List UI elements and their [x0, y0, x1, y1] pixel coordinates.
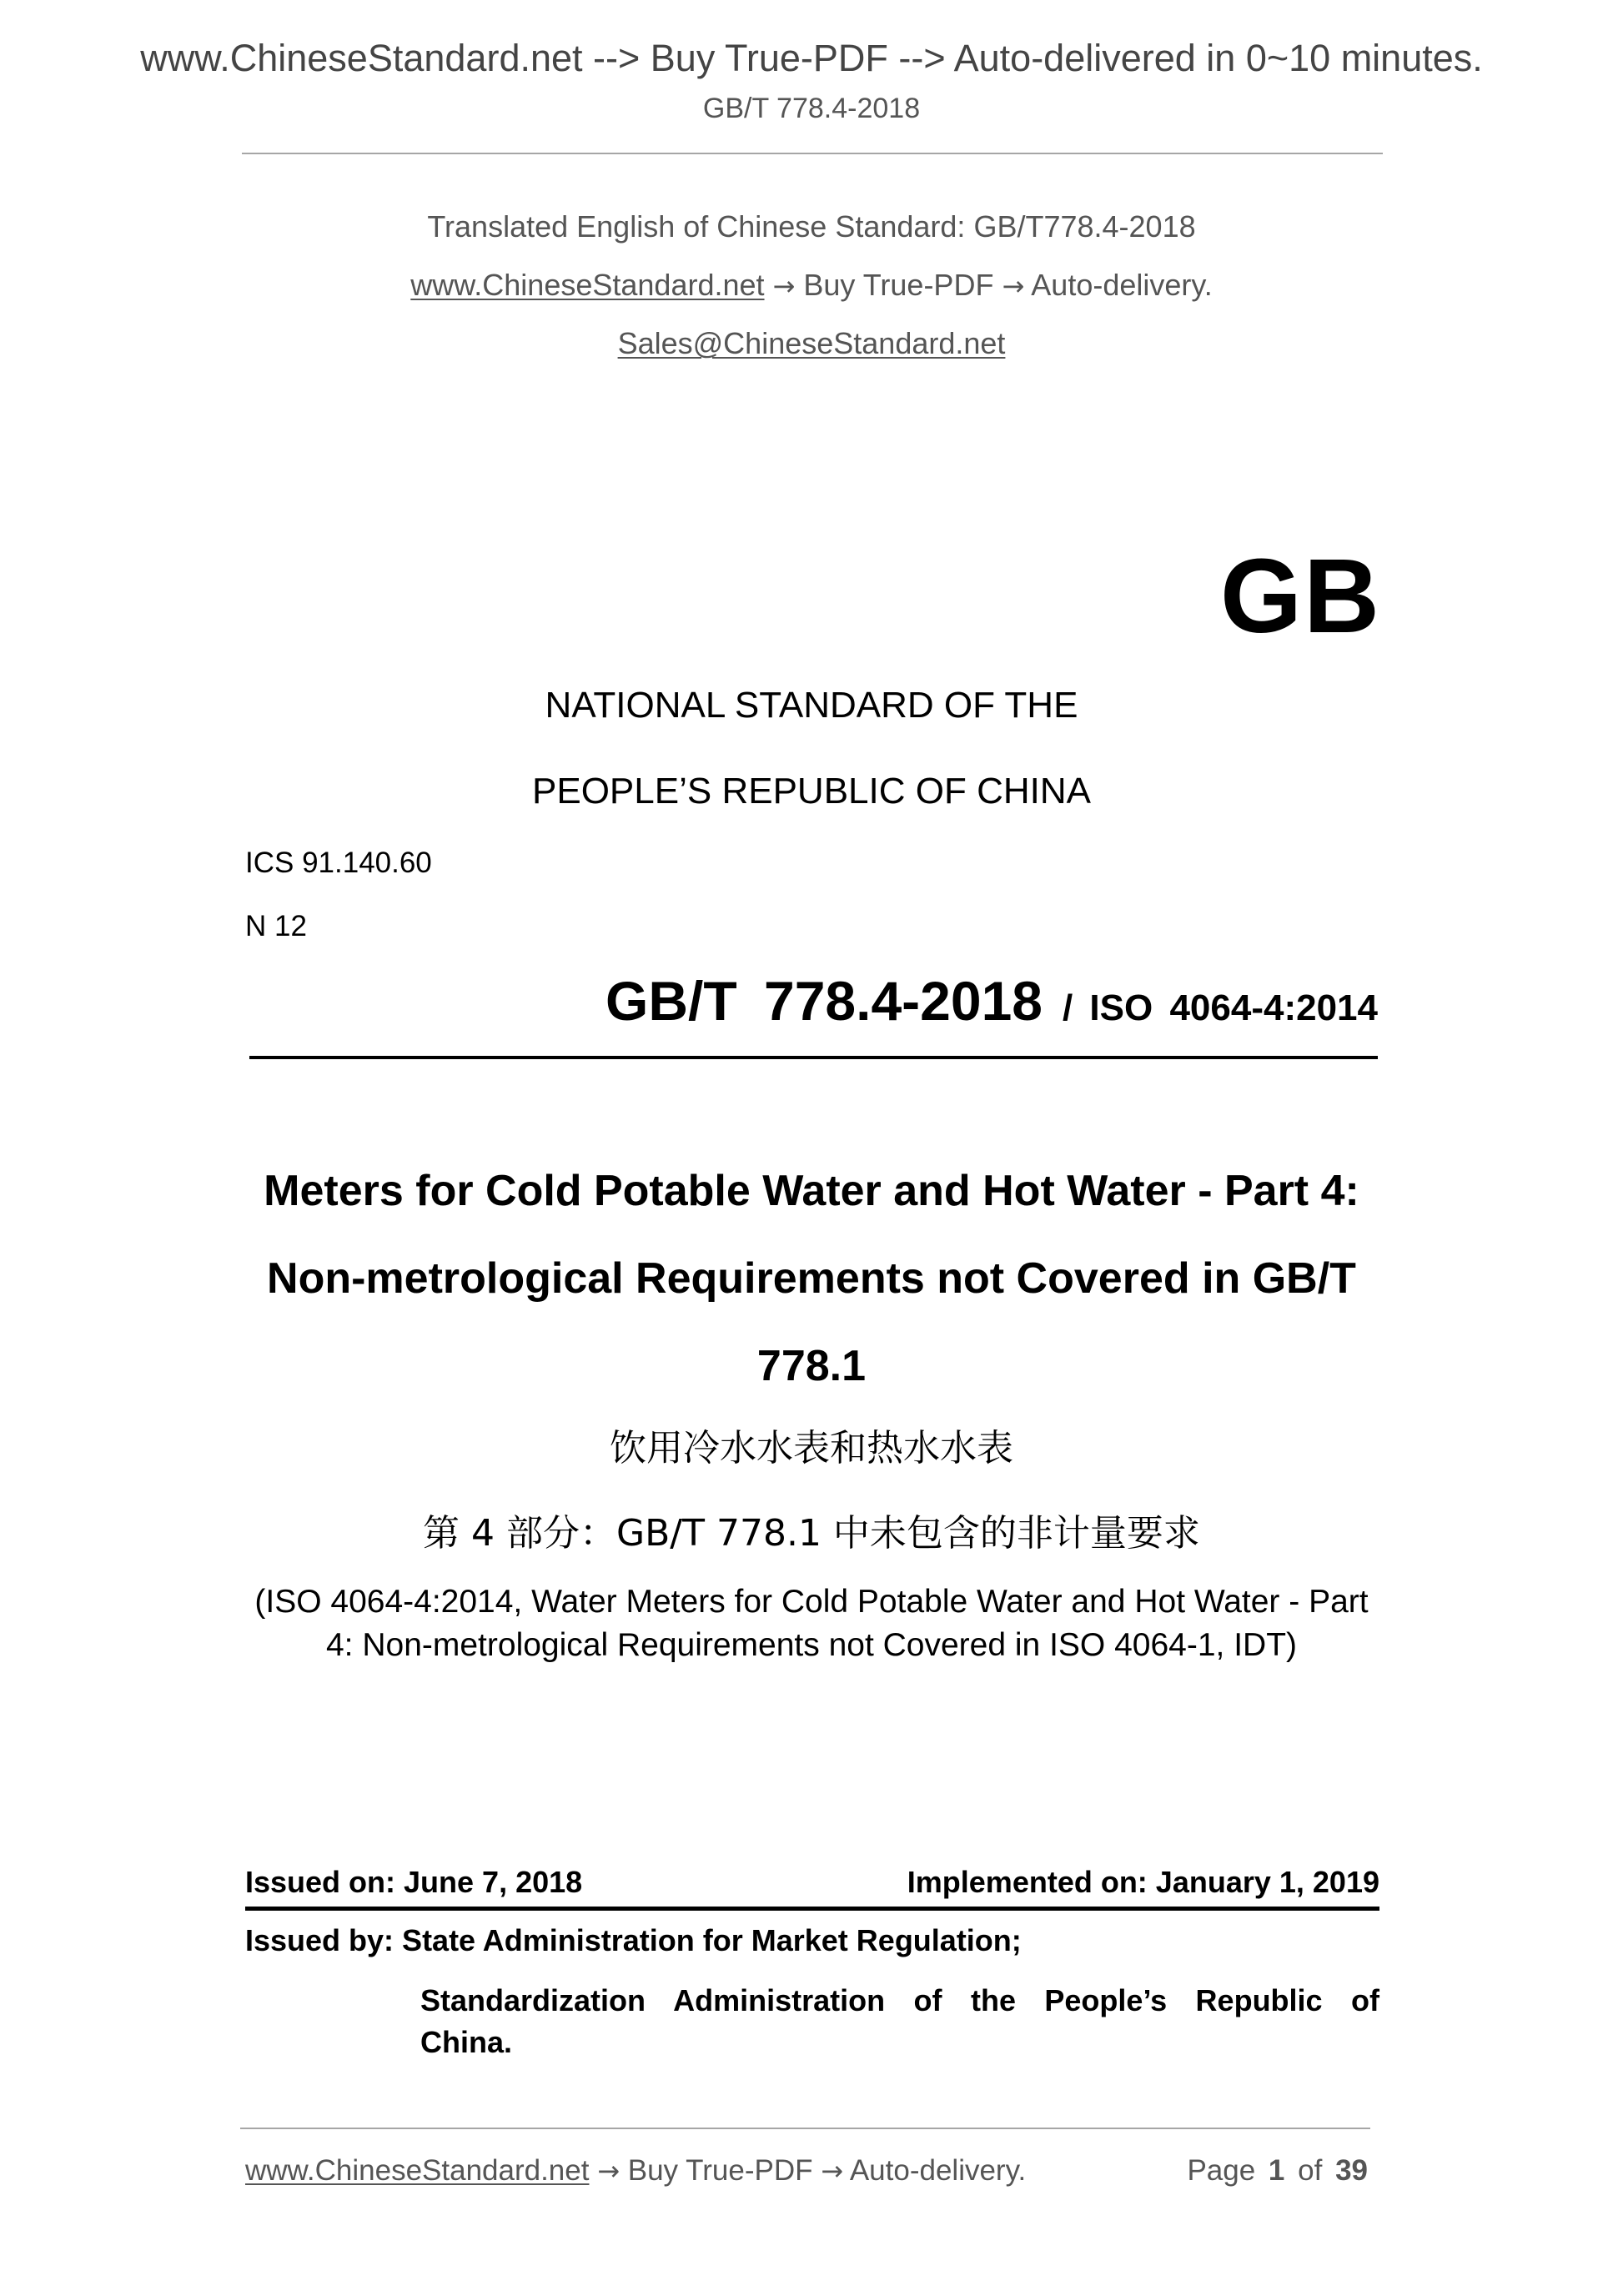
national-standard-heading-line2: PEOPLE’S REPUBLIC OF CHINA [532, 771, 1091, 811]
delivery-text: Auto-delivery. [1031, 268, 1213, 302]
buy-text: Buy True-PDF [803, 268, 994, 302]
page-of-label: of [1298, 2154, 1323, 2187]
issued-by-second-authority-cont: China. [420, 2025, 513, 2059]
standard-number-rule [249, 1056, 1378, 1059]
title-cn-line1: 饮用冷水水表和热水水表 [610, 1427, 1013, 1470]
title-cn-line2: 第 4 部分：GB/T 778.1 中未包含的非计量要求 [423, 1512, 1200, 1555]
issued-by-second-authority: Standardization Administration of the People’s Republic of [420, 1983, 1379, 2017]
national-standard-heading-line1: NATIONAL STANDARD OF THE [545, 685, 1078, 726]
page-indicator [1187, 2153, 1368, 2188]
sales-email-line [0, 325, 1623, 362]
header-divider [242, 153, 1383, 154]
arrow-right-icon: → [1002, 270, 1025, 302]
gbt-number: GB/T 778.4-2018 [605, 970, 1043, 1032]
footer-site-link[interactable]: www.ChineseStandard.net [245, 2154, 590, 2187]
iso-reference-line1: (ISO 4064-4:2014, Water Meters for Cold Potable Water and Hot Water - Part [254, 1584, 1369, 1620]
header-doc-code: GB/T 778.4-2018 [702, 93, 921, 124]
ccs-code: N 12 [245, 910, 307, 942]
issued-by: Issued by: State Administration for Market Regulation; [245, 1923, 1022, 1957]
ics-code: ICS 91.140.60 [245, 847, 432, 879]
footer-delivery-text: Auto-delivery. [849, 2154, 1027, 2187]
title-en-line2: Non-metrological Requirements not Covered in GB/T [267, 1254, 1356, 1303]
arrow-right-icon: → [597, 2155, 621, 2187]
issue-info-rule [245, 1907, 1379, 1911]
footer-divider [240, 2128, 1370, 2129]
implemented-on-date: Implemented on: January 1, 2019 [907, 1865, 1379, 1899]
issued-on-date: Issued on: June 7, 2018 [245, 1865, 583, 1899]
arrow-right-icon: → [821, 2155, 844, 2187]
page-label: Page [1187, 2154, 1256, 2187]
arrow-right-icon: → [772, 270, 796, 302]
standard-number [605, 972, 1378, 1046]
iso-equivalent: / ISO 4064-4:2014 [1062, 987, 1378, 1028]
header-promo-line: www.ChineseStandard.net --> Buy True-PDF --> Auto-delivered in 0~10 minutes. [140, 37, 1483, 79]
sales-email-link[interactable]: Sales@ChineseStandard.net [617, 326, 1006, 360]
buy-line [0, 267, 1623, 304]
footer-buy-line [245, 2153, 1026, 2188]
translated-notice: Translated English of Chinese Standard: GB/T778.4-2018 [427, 209, 1196, 244]
page-total: 39 [1335, 2154, 1368, 2187]
site-link[interactable]: www.ChineseStandard.net [410, 268, 765, 302]
iso-reference-line2: 4: Non-metrological Requirements not Covered in ISO 4064-1, IDT) [325, 1627, 1298, 1663]
footer-buy-text: Buy True-PDF [627, 2154, 813, 2187]
title-en-line3: 778.1 [756, 1342, 867, 1390]
page-current: 1 [1268, 2154, 1285, 2187]
title-en-line1: Meters for Cold Potable Water and Hot Water - Part 4: [264, 1167, 1359, 1215]
gb-logo: GB [1220, 537, 1381, 655]
